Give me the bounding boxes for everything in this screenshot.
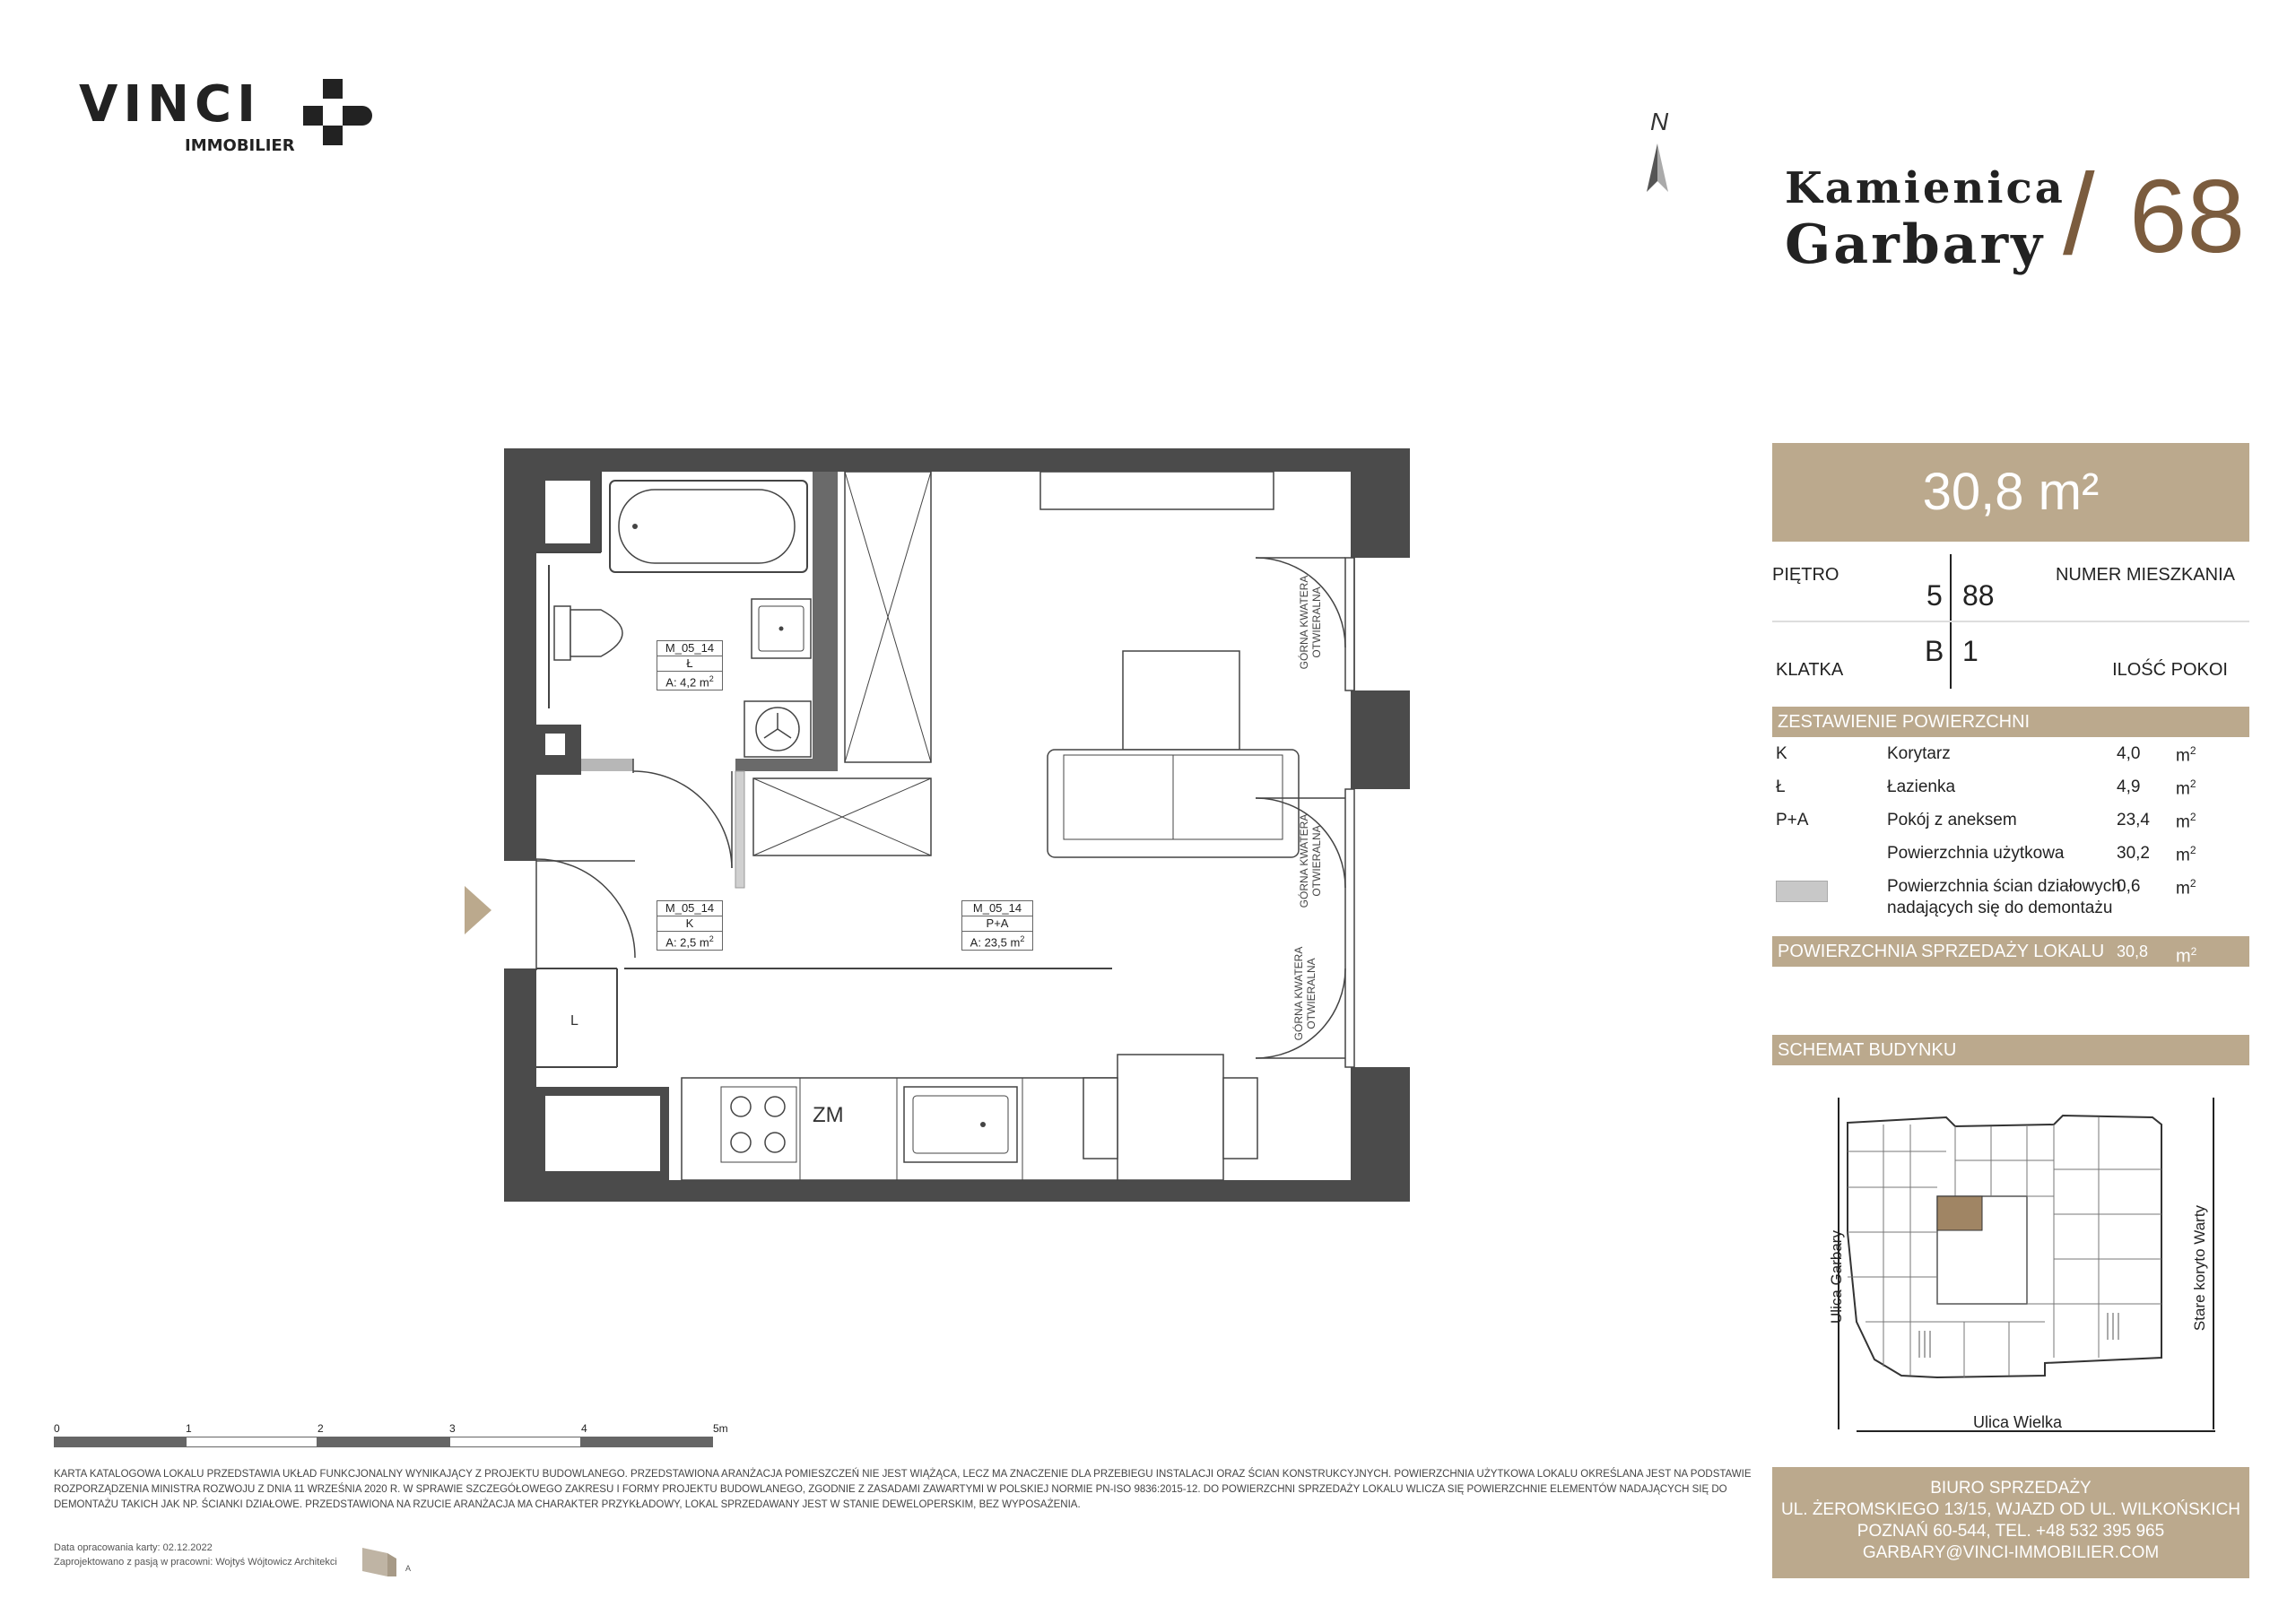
room-tag-living [961, 900, 1033, 951]
apartment-value: 88 [1962, 579, 1995, 612]
summary-row-pokoj [1776, 811, 2249, 841]
vinci-symbol-icon [296, 79, 377, 160]
row-value: 23,4 [2117, 811, 2150, 829]
disclaimer-line1: KARTA KATALOGOWA LOKALU PRZEDSTAWIA UKŁAD FUNKCJONALNY WYNIKAJĄCY Z PROJEKTU BUDOWLANEGO. PRZEDSTAWIONA ARANŻACJA POMIESZCZEŃ NIE JEST WIĄŻĄCA, LECZ MA ZNACZENIE DLA PRZEBIEGU INSTALACJI ORAZ ŚCIAN KONSTRUKCYJNYCH. POWIERZCHNIA UŻYTKOWA LOKALU OKREŚLANA JEST NA PODSTAWIE [54, 1469, 1752, 1480]
walls-label-line1: Powierzchnia ścian działowych [1887, 877, 2121, 896]
summary-row-lazienka [1776, 777, 2249, 808]
row-code: K [1776, 744, 1787, 763]
disclaimer-line2: ROZPORZĄDZENIA MINISTRA ROZWOJU Z DNIA 11 WRZEŚNIA 2020 R. W SPRAWIE SZCZEGÓŁOWEGO ZAKRESU I FORMY PROJEKTU BUDOWLANEGO, ZGODNIE Z ZASADAMI ZAWARTYMI W POLSKIEJ NORMIE PN-ISO 9836:2015-12. DO POWIERZCHNI SPRZEDAŻY LOKALU WLICZA SIĘ POWIERZCHNIE ELEMENTÓW NADAJĄCYCH SIĘ DO [54, 1484, 1727, 1495]
scale-bar [54, 1422, 735, 1458]
row-code: Ł [1776, 777, 1786, 796]
scale-segment [54, 1437, 186, 1447]
project-slash: / [2063, 151, 2095, 279]
disclaimer-line3: DEMONTAŻU TAKICH JAK NP. ŚCIANKI DZIAŁOWE. PRZEDSTAWIONA NA RZUCIE ARANŻACJA MA CHARAKTER PRZYKŁADOWY, LOKAL SPRZEDAWANY JEST W STANIE DEWELOPERSKIM, BEZ WYPOSAŻENIA. [54, 1499, 1081, 1510]
project-name-line2: Garbary [1785, 213, 2046, 276]
row-unit: $m^2$ [2176, 844, 2196, 865]
schema-header: SCHEMAT BUDYNKU [1772, 1035, 2249, 1065]
row-name: Łazienka [1887, 777, 1956, 796]
sale-area-unit: $m^2$ [2176, 945, 2197, 967]
scale-tick: 0 [54, 1422, 60, 1435]
street-right-label: Stare koryto Warty [2191, 1204, 2208, 1332]
disclaimer [54, 1467, 1758, 1513]
project-title [1785, 151, 2287, 285]
floor-plan [448, 439, 1435, 1202]
floor-plan-drawing [448, 439, 1435, 1202]
scale-segment [317, 1437, 449, 1447]
area-banner-value: 30,8 m² [1922, 463, 2100, 521]
tag-area: A: 23,5 $m^2$ [970, 934, 1025, 950]
scale-tick: 4 [581, 1422, 587, 1435]
storage-letter: L [570, 1013, 578, 1029]
floor-value: 5 [1926, 579, 1943, 612]
rooms-value: 1 [1962, 635, 1979, 667]
area-banner [1772, 443, 2249, 542]
walls-swatch [1776, 881, 1828, 902]
walls-label-line2: nadających się do demontażu [1887, 899, 2113, 917]
window-label-1: GÓRNA KWATERA OTWIERALNA [1298, 575, 1323, 670]
summary-row-walls [1776, 877, 2249, 924]
sale-area-bar [1772, 936, 2249, 967]
project-name-line1: Kamienica [1785, 163, 2066, 213]
office-email[interactable]: GARBARY@VINCI-IMMOBILIER.COM [1862, 1543, 2160, 1562]
scale-tick: 2 [317, 1422, 324, 1435]
floor-label: PIĘTRO [1772, 565, 1839, 585]
window-label-2: GÓRNA KWATERA OTWIERALNA [1298, 813, 1323, 908]
row-unit: $m^2$ [2176, 777, 2196, 799]
scale-tick: 1 [186, 1422, 192, 1435]
street-left-label: Ulica Garbary [1828, 1230, 1845, 1324]
room-tag-hall [657, 900, 723, 951]
summary-row-korytarz [1776, 744, 2249, 775]
stair-label: KLATKA [1776, 660, 1844, 680]
info-grid [1772, 549, 2249, 692]
row-name: Pokój z aneksem [1887, 811, 2017, 829]
footer-small-mark: A [405, 1564, 412, 1573]
office-address: UL. ŻEROMSKIEGO 13/15, WJAZD OD UL. WILKOŃSKICH [1780, 1500, 2241, 1519]
scale-tick: 3 [449, 1422, 456, 1435]
row-unit: $m^2$ [2176, 811, 2196, 832]
tag-code: Ł [657, 656, 722, 672]
summary-table [1776, 744, 2249, 924]
row-value: 4,9 [2117, 777, 2141, 796]
apartment-label: NUMER MIESZKANIA [2055, 565, 2235, 585]
office-city-phone: POZNAŃ 60-544, TEL. +48 532 395 965 [1857, 1522, 2165, 1541]
info-divider-horizontal [1772, 621, 2249, 622]
zm-label: ZM [813, 1103, 844, 1127]
vinci-logo [79, 75, 384, 165]
north-arrow-icon [1641, 143, 1677, 197]
tag-code: K [657, 916, 722, 932]
brand-subtitle: IMMOBILIER [185, 136, 295, 155]
project-number: 68 [2129, 158, 2246, 274]
row-name: Powierzchnia użytkowa [1887, 844, 2065, 863]
sale-area-label: POWIERZCHNIA SPRZEDAŻY LOKALU [1778, 942, 2105, 961]
brand-name: VINCI [79, 75, 261, 134]
north-compass [1632, 108, 1686, 197]
summary-header: ZESTAWIENIE POWIERZCHNI [1772, 707, 2249, 737]
tag-id: M_05_14 [962, 901, 1032, 916]
footer-designer: Zaprojektowano z pasją w pracowni: Wojtyś Wójtowicz Architekci [54, 1557, 337, 1568]
row-code: P+A [1776, 811, 1809, 829]
architect-mark-icon [361, 1546, 400, 1578]
office-title: BIURO SPRZEDAŻY [1930, 1479, 2092, 1498]
building-schema [1830, 1098, 2224, 1438]
tag-id: M_05_14 [657, 641, 722, 656]
rooms-label: ILOŚĆ POKOI [2112, 660, 2228, 680]
summary-row-uzytkowa [1776, 844, 2249, 874]
walls-value: 0,6 [2117, 877, 2141, 896]
tag-code: P+A [962, 916, 1032, 932]
tag-area: A: 4,2 $m^2$ [665, 674, 714, 690]
row-unit: $m^2$ [2176, 744, 2196, 766]
row-name: Korytarz [1887, 744, 1951, 763]
sale-area-value: 30,8 [2117, 942, 2149, 960]
stair-value: B [1925, 635, 1944, 667]
footer-date: Data opracowania karty: 02.12.2022 [54, 1542, 213, 1553]
tag-area: A: 2,5 $m^2$ [665, 934, 714, 950]
row-value: 30,2 [2117, 844, 2150, 863]
tag-id: M_05_14 [657, 901, 722, 916]
row-value: 4,0 [2117, 744, 2141, 763]
window-label-3: GÓRNA KWATERA OTWIERALNA [1292, 946, 1318, 1041]
scale-tick: 5m [713, 1422, 728, 1435]
scale-segment [581, 1437, 713, 1447]
walls-unit: $m^2$ [2176, 877, 2196, 899]
sales-office-box [1772, 1467, 2249, 1578]
building-outline-icon [1830, 1098, 2224, 1438]
scale-segment [186, 1437, 317, 1447]
scale-segment [449, 1437, 581, 1447]
compass-label: N [1650, 108, 1669, 135]
room-tag-bathroom [657, 640, 723, 690]
street-bottom-label: Ulica Wielka [1973, 1413, 2063, 1431]
